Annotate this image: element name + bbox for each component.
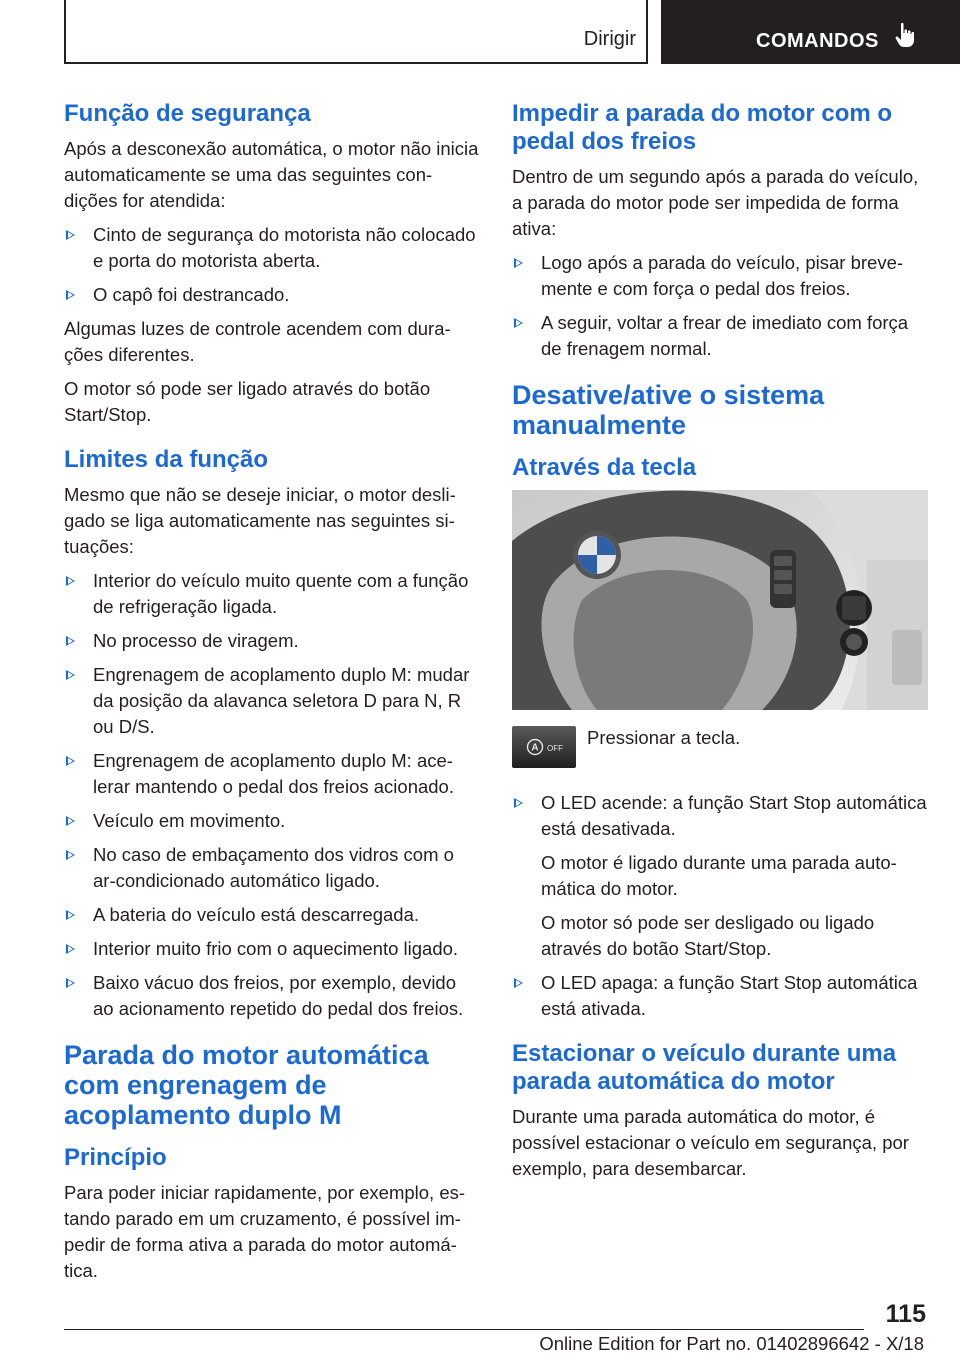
bullet-triangle-icon <box>514 258 523 268</box>
bullet-triangle-icon <box>66 944 75 954</box>
list-item-text: Engrenagem de acoplamento duplo M: acelerar mantendo o pedal dos freios acionado. <box>93 750 454 797</box>
list-item <box>512 310 928 362</box>
key-instruction-text: Pressionar a tecla. <box>587 727 741 748</box>
bullet-triangle-icon <box>514 978 523 988</box>
list-item <box>64 842 479 894</box>
list-item-text: Logo após a parada do veículo, pisar brevemente e com força o pedal dos freios. <box>541 252 904 299</box>
list-item <box>64 902 479 928</box>
right-column <box>512 100 928 1190</box>
paragraph: O motor só pode ser ligado através do botão Start/Stop. <box>64 378 431 425</box>
list-item-text: O LED acende: a função Start Stop automática está desativada. <box>541 792 927 839</box>
bullet-triangle-icon <box>66 910 75 920</box>
heading-estacionar-veiculo: Estacionar o veículo durante uma parada automática do motor <box>512 1040 897 1095</box>
bullet-triangle-icon <box>514 318 523 328</box>
list-item-text: A bateria do veículo está descarregada. <box>93 904 420 925</box>
list-item-text: Interior muito frio com o aquecimento ligado. <box>93 938 459 959</box>
bullet-triangle-icon <box>66 816 75 826</box>
bullet-triangle-icon <box>66 576 75 586</box>
paragraph: Algumas luzes de controle acendem com durações diferentes. <box>64 318 451 365</box>
chapter-tab-label: COMANDOS <box>756 30 879 52</box>
bullet-triangle-icon <box>66 636 75 646</box>
page-number: 115 <box>885 1300 926 1328</box>
bullet-triangle-icon <box>66 670 75 680</box>
heading-impedir-parada: Impedir a parada do motor com o pedal dos freios <box>512 100 893 155</box>
list-item-text: Cinto de segurança do motorista não colocado e porta do motorista aberta. <box>93 224 476 271</box>
bullet-triangle-icon <box>66 290 75 300</box>
steering-wheel-photo <box>512 490 928 710</box>
list-item <box>64 568 479 620</box>
list-item-text: No processo de viragem. <box>93 630 299 651</box>
footer-divider <box>64 1329 864 1330</box>
bullet-triangle-icon <box>514 798 523 808</box>
button-instruction <box>512 726 928 778</box>
heading-parada-motor-automatica: Parada do motor automática com engrenagem de acoplamento duplo M <box>64 1040 429 1130</box>
list-item-text: O capô foi destrancado. <box>93 284 290 305</box>
paragraph: Dentro de um segundo após a parada do veículo, a parada do motor pode ser impedida de forma ativa: <box>512 166 919 239</box>
list-item-text: Veículo em movimento. <box>93 810 286 831</box>
auto-start-stop-off-button-icon <box>512 726 576 768</box>
list-item <box>64 628 479 654</box>
heading-limites-funcao: Limites da função <box>64 446 269 473</box>
list-item-text: O LED apaga: a função Start Stop automática está ativada. <box>541 972 918 1019</box>
list-item <box>64 936 479 962</box>
paragraph: Após a desconexão automática, o motor não inicia automaticamente se uma das seguintes condições for atendida: <box>64 138 479 211</box>
key-glyph: A <box>531 742 539 754</box>
heading-atraves-tecla: Através da tecla <box>512 454 697 481</box>
paragraph: Durante uma parada automática do motor, é possível estacionar o veículo em segurança, por exemplo, para desembarcar. <box>512 1106 909 1179</box>
list-item <box>64 662 479 740</box>
bullet-triangle-icon <box>66 756 75 766</box>
list-item <box>64 970 479 1022</box>
list-item <box>64 808 479 834</box>
paragraph: Para poder iniciar rapidamente, por exemplo, estando parado em um cruzamento, é possível impedir de forma ativa a parada do motor automática. <box>64 1182 466 1281</box>
key-label: OFF <box>547 744 563 753</box>
list-item-text: No caso de embaçamento dos vidros com o ar-condicionado automático ligado. <box>93 844 454 891</box>
list-item <box>512 250 928 302</box>
header-frame <box>64 0 648 64</box>
section-label: Dirigir <box>583 28 636 50</box>
chapter-tab <box>661 0 960 64</box>
list-item-subparagraph: O motor só pode ser desligado ou ligado através do botão Start/Stop. <box>541 912 875 959</box>
bullet-triangle-icon <box>66 850 75 860</box>
bullet-triangle-icon <box>66 978 75 988</box>
list-item-text: Engrenagem de acoplamento duplo M: mudar da posição da alavanca seletora D para N, R ou D/S. <box>93 664 470 737</box>
footer-edition: Online Edition for Part no. 01402896642 - X/18 <box>539 1333 924 1354</box>
heading-desative-ative: Desative/ative o sistema manualmente <box>512 380 825 440</box>
list-item-text: Baixo vácuo dos freios, por exemplo, devido ao acionamento repetido do pedal dos freios. <box>93 972 464 1019</box>
heading-principio: Princípio <box>64 1144 167 1171</box>
list-item <box>64 748 479 800</box>
list-item <box>64 282 479 308</box>
left-column <box>64 100 479 1292</box>
list-item-text: Interior do veículo muito quente com a função de refrigeração ligada. <box>93 570 469 617</box>
paragraph: Mesmo que não se deseje iniciar, o motor desligado se liga automaticamente nas seguintes situações: <box>64 484 456 557</box>
pointing-hand-icon <box>895 22 917 48</box>
heading-funcao-seguranca: Função de segurança <box>64 100 311 127</box>
list-item-text: A seguir, voltar a frear de imediato com força de frenagem normal. <box>541 312 909 359</box>
list-item <box>64 222 479 274</box>
bullet-triangle-icon <box>66 230 75 240</box>
list-item <box>512 790 928 842</box>
list-item <box>512 970 928 1022</box>
list-item-subparagraph: O motor é ligado durante uma parada automática do motor. <box>541 852 897 899</box>
